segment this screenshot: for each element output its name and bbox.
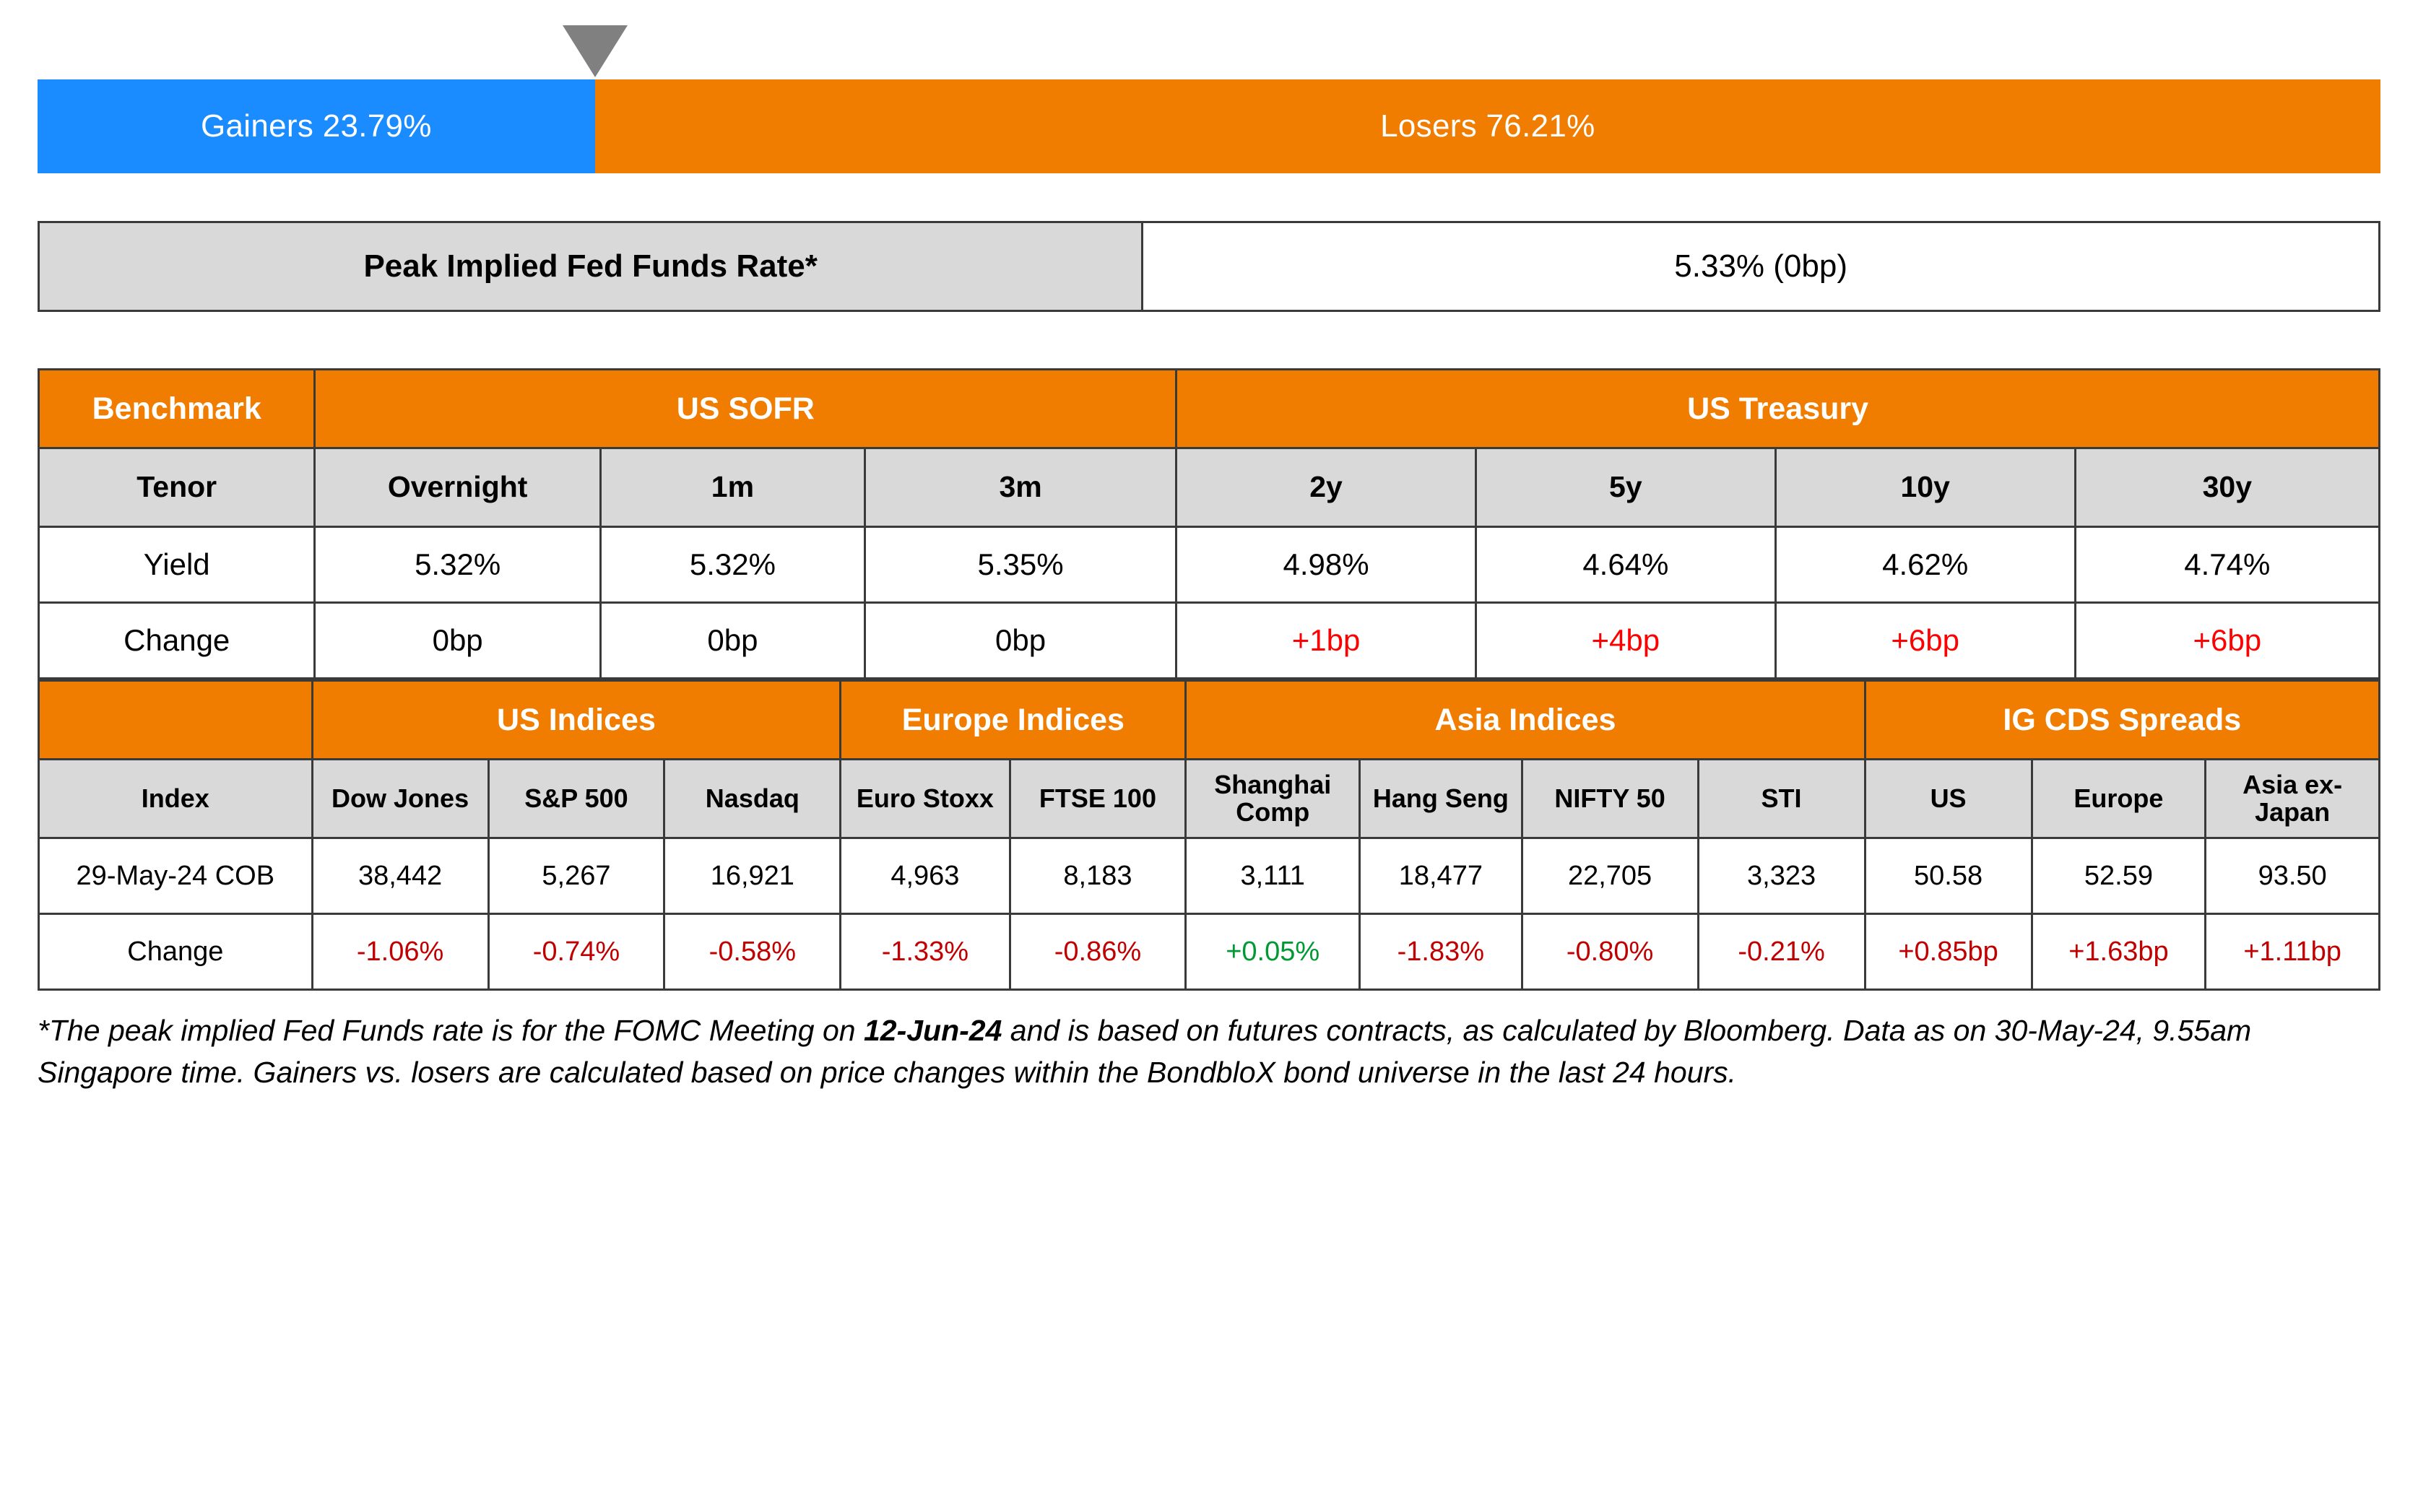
header-index-blank — [39, 681, 313, 760]
footnote-part1: *The peak implied Fed Funds rate is for the FOMC Meeting on — [38, 1014, 864, 1047]
tenor-30y: 30y — [2075, 448, 2379, 527]
peak-rate-value: 5.33% (0bp) — [1143, 222, 2380, 311]
header-asia-indices: Asia Indices — [1186, 681, 1865, 760]
losers-segment: Losers 76.21% — [595, 79, 2380, 173]
change-10y: +6bp — [1775, 603, 2075, 679]
market-summary-page — [0, 79, 2418, 1512]
col-dow-jones: Dow Jones — [312, 760, 488, 838]
header-us-treasury: US Treasury — [1176, 370, 2380, 448]
change-nasdaq: -0.58% — [664, 914, 841, 990]
cob-sp-500: 5,267 — [488, 838, 664, 914]
col-ftse-100: FTSE 100 — [1010, 760, 1186, 838]
yield-2y: 4.98% — [1176, 527, 1476, 603]
change-30y: +6bp — [2075, 603, 2379, 679]
cob-nifty-50: 22,705 — [1522, 838, 1698, 914]
table-row — [39, 681, 2380, 760]
footnote-date: 12-Jun-24 — [863, 1014, 1002, 1047]
table-row — [39, 914, 2380, 990]
benchmark-rates-table — [38, 368, 2380, 679]
table-row — [39, 838, 2380, 914]
col-nifty-50: NIFTY 50 — [1522, 760, 1698, 838]
col-cds-us: US — [1865, 760, 2032, 838]
change-3m: 0bp — [865, 603, 1176, 679]
col-shanghai-comp: Shanghai Comp — [1186, 760, 1360, 838]
change-cds-europe: +1.63bp — [2032, 914, 2206, 990]
change-2y: +1bp — [1176, 603, 1476, 679]
tenor-1m: 1m — [600, 448, 864, 527]
cob-cds-us: 50.58 — [1865, 838, 2032, 914]
header-europe-indices: Europe Indices — [841, 681, 1186, 760]
change-cds-us: +0.85bp — [1865, 914, 2032, 990]
yield-10y: 4.62% — [1775, 527, 2075, 603]
cob-euro-stoxx: 4,963 — [841, 838, 1010, 914]
header-us-indices: US Indices — [312, 681, 841, 760]
col-euro-stoxx: Euro Stoxx — [841, 760, 1010, 838]
table-row — [39, 370, 2380, 448]
table-row — [39, 603, 2380, 679]
table-row — [39, 448, 2380, 527]
cob-nasdaq: 16,921 — [664, 838, 841, 914]
peak-implied-rate-table — [38, 221, 2380, 312]
change-sp-500: -0.74% — [488, 914, 664, 990]
change-ftse-100: -0.86% — [1010, 914, 1186, 990]
change-5y: +4bp — [1476, 603, 1775, 679]
table-row — [39, 222, 2380, 311]
yield-5y: 4.64% — [1476, 527, 1775, 603]
change-nifty-50: -0.80% — [1522, 914, 1698, 990]
gainers-losers-track — [38, 79, 2380, 173]
cob-cds-asia-ex-japan: 93.50 — [2206, 838, 2380, 914]
peak-rate-label: Peak Implied Fed Funds Rate* — [39, 222, 1143, 311]
tenor-5y: 5y — [1476, 448, 1775, 527]
table-row — [39, 527, 2380, 603]
col-sti: STI — [1698, 760, 1865, 838]
col-sp-500: S&P 500 — [488, 760, 664, 838]
change-overnight: 0bp — [315, 603, 600, 679]
yield-1m: 5.32% — [600, 527, 864, 603]
yield-3m: 5.35% — [865, 527, 1176, 603]
gainers-losers-bar — [38, 79, 2380, 173]
header-us-sofr: US SOFR — [315, 370, 1176, 448]
cob-sti: 3,323 — [1698, 838, 1865, 914]
change-euro-stoxx: -1.33% — [841, 914, 1010, 990]
tenor-overnight: Overnight — [315, 448, 600, 527]
row-label-cob: 29-May-24 COB — [39, 838, 313, 914]
change-shanghai-comp: +0.05% — [1186, 914, 1360, 990]
change-sti: -0.21% — [1698, 914, 1865, 990]
cob-dow-jones: 38,442 — [312, 838, 488, 914]
cob-ftse-100: 8,183 — [1010, 838, 1186, 914]
header-benchmark: Benchmark — [39, 370, 315, 448]
row-label-change: Change — [39, 603, 315, 679]
cob-shanghai-comp: 3,111 — [1186, 838, 1360, 914]
col-cds-europe: Europe — [2032, 760, 2206, 838]
yield-overnight: 5.32% — [315, 527, 600, 603]
yield-30y: 4.74% — [2075, 527, 2379, 603]
col-nasdaq: Nasdaq — [664, 760, 841, 838]
indices-cds-table — [38, 679, 2380, 991]
cob-hang-seng: 18,477 — [1360, 838, 1522, 914]
tenor-2y: 2y — [1176, 448, 1476, 527]
footnote — [38, 1009, 2380, 1093]
change-1m: 0bp — [600, 603, 864, 679]
change-dow-jones: -1.06% — [312, 914, 488, 990]
change-cds-asia-ex-japan: +1.11bp — [2206, 914, 2380, 990]
tenor-3m: 3m — [865, 448, 1176, 527]
change-hang-seng: -1.83% — [1360, 914, 1522, 990]
table-row — [39, 760, 2380, 838]
cob-cds-europe: 52.59 — [2032, 838, 2206, 914]
row-label-index-change: Change — [39, 914, 313, 990]
row-label-tenor: Tenor — [39, 448, 315, 527]
row-label-yield: Yield — [39, 527, 315, 603]
gainers-segment: Gainers 23.79% — [38, 79, 595, 173]
col-hang-seng: Hang Seng — [1360, 760, 1522, 838]
header-ig-cds-spreads: IG CDS Spreads — [1865, 681, 2379, 760]
footnote-part2: and is based on futures contracts, as calculated by Bloomberg. Data as on 30-May-24, 9.55am Singapore time. Gainers vs. losers are calculated based on price changes within the BondbloX bond universe in the last 24 hours. — [38, 1014, 2252, 1090]
col-cds-asia-ex-japan: Asia ex-Japan — [2206, 760, 2380, 838]
tenor-10y: 10y — [1775, 448, 2075, 527]
split-marker-icon — [563, 25, 628, 77]
row-label-index: Index — [39, 760, 313, 838]
